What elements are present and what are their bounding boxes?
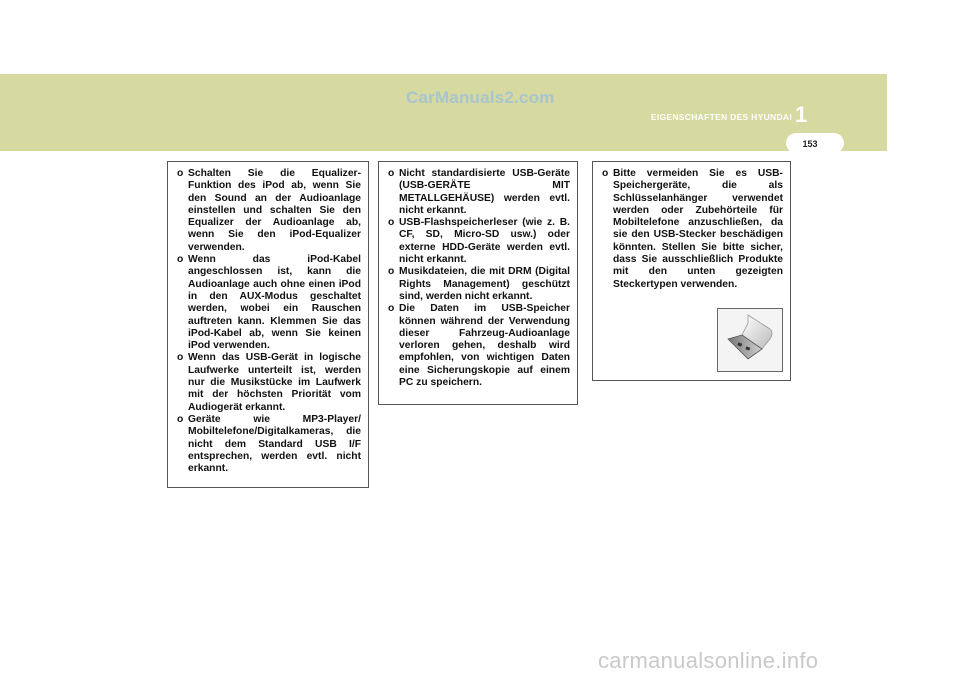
item-list [388,168,570,389]
item-list [177,168,361,475]
list-item [388,168,570,217]
item-text: Wenn das USB-Gerät in logische Laufwerke unterteilt ist, werden nur die Musikstücke im Laufwerk mit der höchsten Priorität vom Audiogerät erkannt. [188,352,361,413]
bullet: o [388,303,395,315]
list-item [177,414,361,475]
item-text: Schalten Sie die Equalizer-Funktion des iPod ab, wenn Sie den Sound an der Audioanlage einstellen und schalten Sie den Equalizer der Audioanlage ab, wenn Sie den iPod-Equalizer verwenden. [188,168,361,253]
list-item [177,352,361,413]
item-text: Bitte vermeiden Sie es USB-Speichergeräte, die als Schlüsselanhänger verwendet werden oder Zubehörteile für Mobiltelefone anzuschließen, da sie den USB-Stecker beschädigen könnten. Stellen Sie bitte sicher, dass Sie ausschließlich Produkte mit den unten gezeigten Steckertypen verwenden. [613,168,783,290]
bullet: o [177,254,184,266]
bullet: o [177,168,184,179]
item-text: Die Daten im USB-Speicher können während der Verwendung dieser Fahrzeug-Audioanlage verloren gehen, deshalb wird empfohlen, von wichtigen Daten eine Sicherungskopie auf einem PC zu speichern. [399,303,570,389]
list-item [388,266,570,303]
bullet: o [602,168,609,179]
watermark-link[interactable]: CarManuals2.com [406,88,555,107]
list-item [388,217,570,266]
bullet: o [388,217,395,229]
bullet: o [388,266,395,278]
list-item [177,168,361,254]
item-text: Geräte wie MP3-Player/ Mobiltelefone/Digitalkameras, die nicht dem Standard USB I/F entsprechen, werden evtl. nicht erkannt. [188,413,361,475]
chapter-number: 1 [795,102,808,127]
item-list [602,168,783,291]
column-1 [167,161,369,488]
column-2 [378,161,578,405]
usb-stick-icon [717,308,783,372]
list-item [177,254,361,352]
item-text: Nicht standardisierte USB-Geräte (USB-GERÄTE MIT METALLGEHÄUSE) werden evtl. nicht erkannt. [399,168,570,216]
chapter-title: EIGENSCHAFTEN DES HYUNDAI [650,112,792,122]
item-text: Musikdateien, die mit DRM (Digital Rights Management) geschützt sind, werden nicht erkannt. [399,266,570,302]
item-text: Wenn das iPod-Kabel angeschlossen ist, kann die Audioanlage auch ohne einen iPod in den AUX-Modus geschaltet werden, wobei ein Rauschen auftreten kann. Klemmen Sie das iPod-Kabel ab, wenn Sie keinen iPod verwenden. [188,254,361,352]
page-number: 153 [802,139,818,149]
bullet: o [388,168,395,179]
item-text: USB-Flashspeicherleser (wie z. B. CF, SD, Micro-SD usw.) oder externe HDD-Geräte werden evtl. nicht erkannt. [399,217,570,266]
bullet: o [177,352,184,364]
list-item [602,168,783,291]
bullet: o [177,413,184,425]
list-item [388,303,570,389]
footer-watermark: carmanualsonline.info [598,648,819,673]
